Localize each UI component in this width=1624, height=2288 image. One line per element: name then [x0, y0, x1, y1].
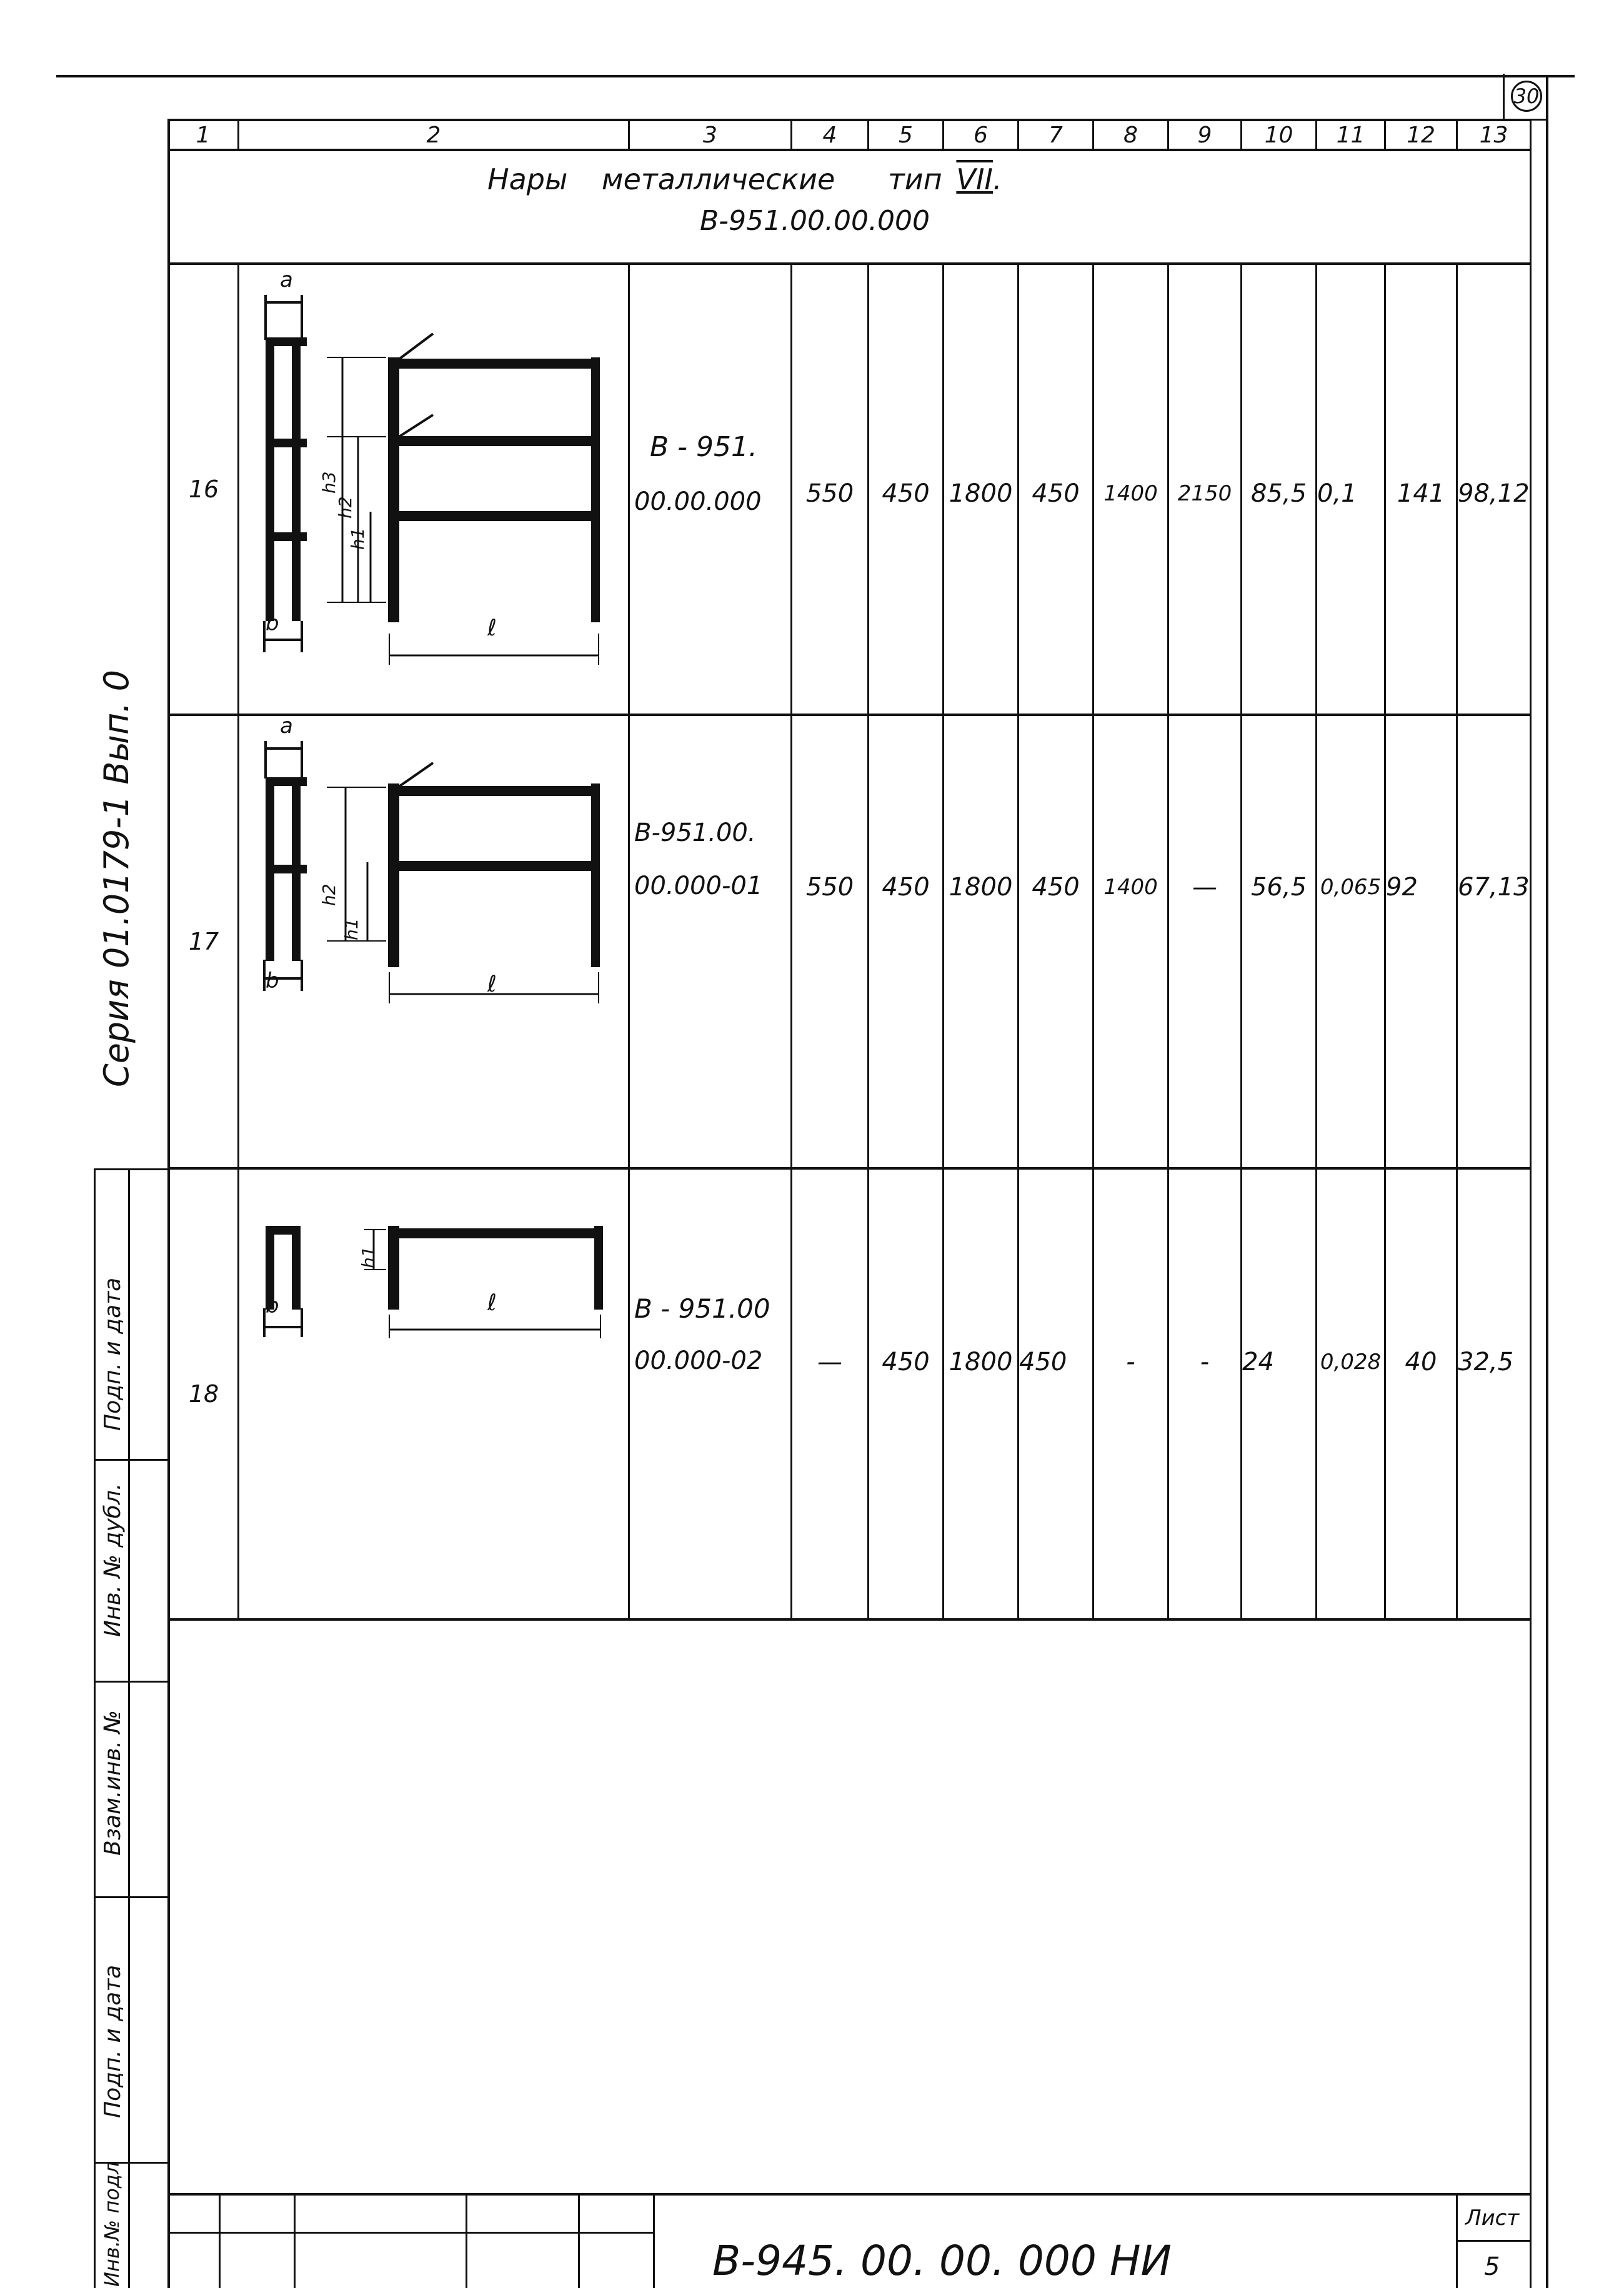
col-header-4: 4 — [822, 122, 837, 148]
row16-code-line2: 00.00.000 — [634, 487, 762, 516]
col-header-1: 1 — [196, 122, 211, 148]
title-word-metal: металлические — [601, 162, 835, 196]
row18-v12: 40 — [1405, 1348, 1437, 1376]
sheet-number: 5 — [1484, 2252, 1500, 2281]
stamp-inv-podl: Инв.№ подл — [100, 2161, 124, 2287]
col-header-9: 9 — [1197, 122, 1212, 148]
row18-v4: — — [817, 1348, 842, 1376]
row17-drawing — [239, 716, 628, 1167]
body-col-line-3 — [790, 264, 792, 1619]
body-col-line-7 — [1092, 264, 1094, 1619]
row16-label-l: ℓ — [487, 615, 497, 641]
col-header-7: 7 — [1049, 122, 1063, 148]
row16-label-h1: h1 — [347, 527, 368, 550]
row18-v6: 1800 — [949, 1348, 1013, 1376]
col-header-10: 10 — [1264, 122, 1293, 148]
row17-label-l: ℓ — [487, 972, 497, 997]
title-word-nary: Нары — [487, 162, 568, 196]
row18-v7: 450 — [1019, 1348, 1067, 1376]
row16-num: 16 — [188, 475, 219, 503]
row18-v13: 32,5 — [1458, 1348, 1514, 1376]
row16-drawing — [239, 265, 628, 714]
row17-v13: 67,13 — [1458, 873, 1530, 902]
row17-label-h1: h1 — [341, 918, 362, 940]
row17-v10: 56,5 — [1250, 873, 1307, 902]
stamp-vzam-inv: Взам.инв. № — [100, 1710, 126, 1856]
title-block-mid — [167, 2232, 655, 2234]
title-word-tip: тип — [887, 162, 942, 196]
body-col-line-2 — [628, 264, 630, 1619]
sheet-badge — [1503, 74, 1548, 121]
stamp-sign-date-2: Подп. и дата — [100, 1964, 126, 2118]
row16-v10: 85,5 — [1250, 479, 1307, 508]
row18-bottom-line — [167, 1618, 1531, 1621]
row16-v8: 1400 — [1103, 481, 1158, 506]
stamp-mid-line — [128, 1168, 130, 2288]
row16-v6: 1800 — [949, 479, 1013, 508]
tb-col-3 — [466, 2193, 467, 2288]
body-col-line-6 — [1017, 264, 1019, 1619]
frame-inner-right — [1530, 119, 1532, 2288]
row16-label-b: b — [266, 611, 279, 636]
col-header-13: 13 — [1479, 122, 1508, 148]
stamp-line-d — [94, 1896, 169, 1898]
row18-label-b: b — [266, 1293, 279, 1318]
row18-num: 18 — [188, 1380, 219, 1408]
body-col-line-11 — [1384, 264, 1386, 1619]
row17-num: 17 — [188, 928, 219, 955]
row16-v9: 2150 — [1177, 481, 1232, 506]
row16-label-a: a — [280, 267, 293, 292]
document-code: В-945. 00. 00. 000 НИ — [712, 2237, 1172, 2285]
row17-label-a: a — [280, 714, 293, 739]
row16-v13: 98,12 — [1458, 479, 1530, 508]
row16-label-h3: h3 — [319, 471, 339, 494]
row16-v12: 141 — [1397, 479, 1445, 508]
stamp-line-c — [94, 1681, 169, 1683]
col-header-5: 5 — [899, 122, 913, 148]
row18-v9: - — [1200, 1348, 1210, 1376]
row18-code-line2: 00.000-02 — [634, 1346, 763, 1375]
row17-v7: 450 — [1032, 873, 1080, 902]
col-header-11: 11 — [1336, 122, 1365, 148]
body-col-line-4 — [867, 264, 869, 1619]
body-col-line-5 — [942, 264, 944, 1619]
col-header-6: 6 — [974, 122, 988, 148]
stamp-line-a — [94, 1168, 169, 1170]
row18-v8: - — [1126, 1348, 1135, 1376]
col-header-2: 2 — [426, 122, 441, 148]
title-type-numeral: VII — [956, 162, 993, 196]
row16-label-h2: h2 — [335, 496, 356, 519]
row18-v11: 0,028 — [1320, 1350, 1382, 1375]
row16-v4: 550 — [805, 479, 854, 508]
frame-right-line — [1546, 75, 1548, 2288]
row17-v5: 450 — [882, 873, 930, 902]
body-col-line-10 — [1315, 264, 1317, 1619]
body-col-line-9 — [1240, 264, 1242, 1619]
col-header-8: 8 — [1123, 122, 1138, 148]
row18-label-h1: h1 — [358, 1246, 379, 1268]
tb-col-5 — [653, 2193, 655, 2288]
row17-v4: 550 — [805, 873, 854, 902]
tb-col-6 — [1456, 2193, 1458, 2288]
row18-code-line1: В - 951.00 — [634, 1293, 770, 1324]
title-block-sheetbox-mid — [1456, 2240, 1531, 2242]
row16-v7: 450 — [1032, 479, 1080, 508]
frame-top-line — [56, 75, 1575, 77]
row18-v10: 24 — [1242, 1348, 1274, 1376]
row18-drawing — [239, 1170, 628, 1618]
row17-v9: — — [1192, 873, 1217, 902]
title-block-top — [167, 2193, 1531, 2196]
row17-code-line2: 00.000-01 — [634, 872, 763, 900]
row16-code-line1: В - 951. — [650, 431, 758, 463]
stamp-left-line — [94, 1168, 96, 2288]
stamp-line-b — [94, 1459, 169, 1461]
body-col-line-12 — [1456, 264, 1458, 1619]
col-header-3: 3 — [703, 122, 717, 148]
body-col-line-8 — [1167, 264, 1169, 1619]
row18-v5: 450 — [882, 1348, 930, 1376]
tb-col-1 — [219, 2193, 221, 2288]
row17-v12: 92 — [1386, 873, 1418, 902]
title-dot: . — [993, 162, 1002, 196]
tb-col-4 — [578, 2193, 580, 2288]
row16-v11: 0,1 — [1317, 479, 1357, 508]
stamp-inv-dubl: Инв. № дубл. — [100, 1483, 126, 1637]
row17-v11: 0,065 — [1320, 875, 1382, 900]
row17-label-b: b — [266, 968, 279, 993]
row16-v5: 450 — [882, 479, 930, 508]
row17-code-line1: В-951.00. — [634, 818, 756, 847]
row17-label-h2: h2 — [319, 883, 339, 906]
sheet-label: Лист — [1465, 2206, 1520, 2231]
stamp-sign-date-1: Подп. и дата — [100, 1277, 126, 1431]
row18-label-l: ℓ — [487, 1290, 497, 1316]
section-title-line2: В-951.00.00.000 — [700, 205, 930, 237]
row17-v8: 1400 — [1103, 875, 1158, 900]
row17-v6: 1800 — [949, 873, 1013, 902]
sheet-badge-number: 30 — [1511, 81, 1542, 112]
side-series-label: Серия 01.0179-1 Вып. 0 — [97, 670, 136, 1087]
tb-col-2 — [294, 2193, 296, 2288]
section-title-line1 — [487, 162, 1002, 196]
col-header-12: 12 — [1407, 122, 1435, 148]
